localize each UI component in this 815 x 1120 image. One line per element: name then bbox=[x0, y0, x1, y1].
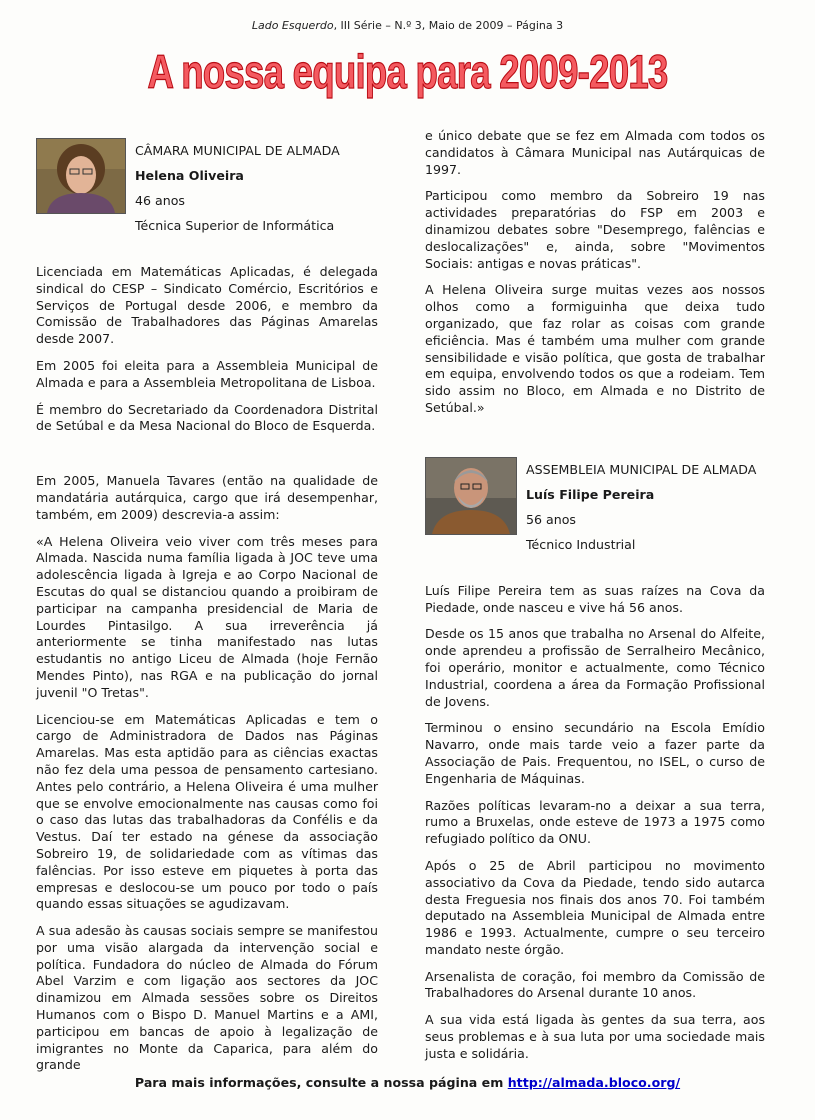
photo-helena bbox=[36, 138, 126, 214]
issue-info: , III Série – N.º 3, Maio de 2009 – Página 3 bbox=[333, 19, 564, 32]
footer bbox=[0, 1075, 815, 1090]
paragraph: Em 2005 foi eleita para a Assembleia Municipal de Almada e para a Assembleia Metropolitana de Lisboa. bbox=[36, 357, 378, 390]
profile-info bbox=[135, 138, 340, 238]
profile-organ: ASSEMBLEIA MUNICIPAL DE ALMADA bbox=[526, 461, 757, 477]
profile-job: Técnico Industrial bbox=[526, 536, 636, 552]
paragraph: Participou como membro da Sobreiro 19 nas actividades preparatórias do FSP em 2003 e dinamizou debates sobre "Desemprego, falências e deslocalizações" e, ainda, sobre "Movimentos Sociais: antigas e novas práticas". bbox=[425, 188, 765, 271]
website-link[interactable]: http://almada.bloco.org/ bbox=[507, 1075, 681, 1090]
paragraph: «A Helena Oliveira veio viver com três meses para Almada. Nascida numa família ligada à JOC teve uma adolescência ligada à Igreja e ao Corpo Nacional de Escutas do qual se distanciou quando a proibiram de participar na campanha presidencial de Maria de Lourdes Pintasilgo. A sua irreverência já anteriormente se tinha manifestado nas lutas estudantis no antigo Liceu de Almada (hoje Fernão Mendes Pinto), nas RGA e na publicação do jornal juvenil "O Tretas". bbox=[36, 533, 378, 700]
profile-organ: CÂMARA MUNICIPAL DE ALMADA bbox=[135, 143, 340, 158]
paragraph: Licenciou-se em Matemáticas Aplicadas e tem o cargo de Administradora de Dados nas Páginas Amarelas. Mas esta aptidão para as ciências exactas não fez dela uma pessoa de pensamento cartesiano. Antes pelo contrário, a Helena Oliveira é uma mulher que se envolve emocionalmente nas causas como foi o caso das lutas das trabalhadoras da Confélis e da Vestus. Daí ter estado na génese da associação Sobreiro 19, de solidariedade com as vítimas das falências. Por isso esteve em piquetes à porta das empresas e deslocou-se um pouco por todo o país quando essas situações se agudizavam. bbox=[36, 711, 378, 912]
profile-name: Helena Oliveira bbox=[135, 168, 244, 183]
left-column bbox=[36, 138, 378, 1084]
profile-age: 56 anos bbox=[526, 511, 576, 527]
page-title: A nossa equipa para 2009-2013 bbox=[147, 45, 668, 98]
footer-text: Para mais informações, consulte a nossa página em bbox=[134, 1075, 508, 1090]
paragraph: e único debate que se fez em Almada com todos os candidatos à Câmara Municipal nas Autárquicas de 1997. bbox=[425, 128, 765, 177]
profile-age: 46 anos bbox=[135, 193, 185, 208]
profile-luis bbox=[425, 457, 765, 565]
paragraph: Terminou o ensino secundário na Escola Emídio Navarro, onde mais tarde veio a fazer parte da Associação de Pais. Frequentou, no ISEL, o curso de Engenharia de Máquinas. bbox=[425, 720, 765, 786]
publication-name: Lado Esquerdo bbox=[251, 19, 334, 32]
paragraph: Razões políticas levaram-no a deixar a sua terra, rumo a Bruxelas, onde esteve de 1973 a 1975 como refugiado político da ONU. bbox=[425, 797, 765, 847]
page-header bbox=[0, 19, 815, 32]
profile-info bbox=[526, 457, 756, 557]
profile-job: Técnica Superior de Informática bbox=[135, 218, 335, 233]
paragraph: Arsenalista de coração, foi membro da Comissão de Trabalhadores do Arsenal durante 10 anos. bbox=[425, 968, 765, 1001]
paragraph: É membro do Secretariado da Coordenadora Distrital de Setúbal e da Mesa Nacional do Bloco de Esquerda. bbox=[36, 401, 378, 434]
paragraph: Após o 25 de Abril participou no movimento associativo da Cova da Piedade, tendo sido autarca desta Freguesia nos finais dos anos 70. Foi também deputado na Assembleia Municipal de Almada entre 1986 e 1993. Actualmente, cumpre o seu terceiro mandato neste órgão. bbox=[425, 857, 765, 957]
paragraph: A sua vida está ligada às gentes da sua terra, aos seus problemas e à sua luta por uma sociedade mais justa e solidária. bbox=[425, 1012, 765, 1061]
paragraph: A sua adesão às causas sociais sempre se manifestou por uma visão alargada da intervenção social e política. Fundadora do núcleo de Almada do Fórum Abel Varzim e com ligação aos sectores da JOC dinamizou em Almada sessões sobre os Direitos Humanos com o Bispo D. Manuel Martins e a AMI, participou em bancas de apoio à legalização de imigrantes no Monte da Caparica, para além do grande bbox=[36, 923, 378, 1073]
photo-luis bbox=[425, 457, 517, 535]
profile-helena bbox=[36, 138, 378, 246]
right-column bbox=[425, 128, 765, 1073]
profile-name: Luís Filipe Pereira bbox=[526, 486, 655, 502]
paragraph: Em 2005, Manuela Tavares (então na qualidade de mandatária autárquica, cargo que irá desempenhar, também, em 2009) descrevia-a assim: bbox=[36, 473, 378, 522]
paragraph: Luís Filipe Pereira tem as suas raízes na Cova da Piedade, onde nasceu e vive há 56 anos. bbox=[425, 582, 765, 615]
paragraph: Desde os 15 anos que trabalha no Arsenal do Alfeite, onde aprendeu a profissão de Serralheiro Mecânico, foi operário, monitor e actualmente, como Técnico Industrial, coordena a área da Formação Profissional de Jovens. bbox=[425, 626, 765, 709]
paragraph: Licenciada em Matemáticas Aplicadas, é delegada sindical do CESP – Sindicato Comércio, Escritórios e Serviços de Portugal desde 2006, e membro da Comissão de Trabalhadores das Páginas Amarelas desde 2007. bbox=[36, 264, 378, 347]
paragraph: A Helena Oliveira surge muitas vezes aos nossos olhos como a formiguinha que deixa tudo organizado, que faz rolar as coisas com grande eficiência. Mas é também uma mulher com grande sensibilidade e visão política, que gosta de trabalhar em equipa, envolvendo todos os que a rodeiam. Tem sido assim no Bloco, em Almada e no Distrito de Setúbal.» bbox=[425, 282, 765, 415]
